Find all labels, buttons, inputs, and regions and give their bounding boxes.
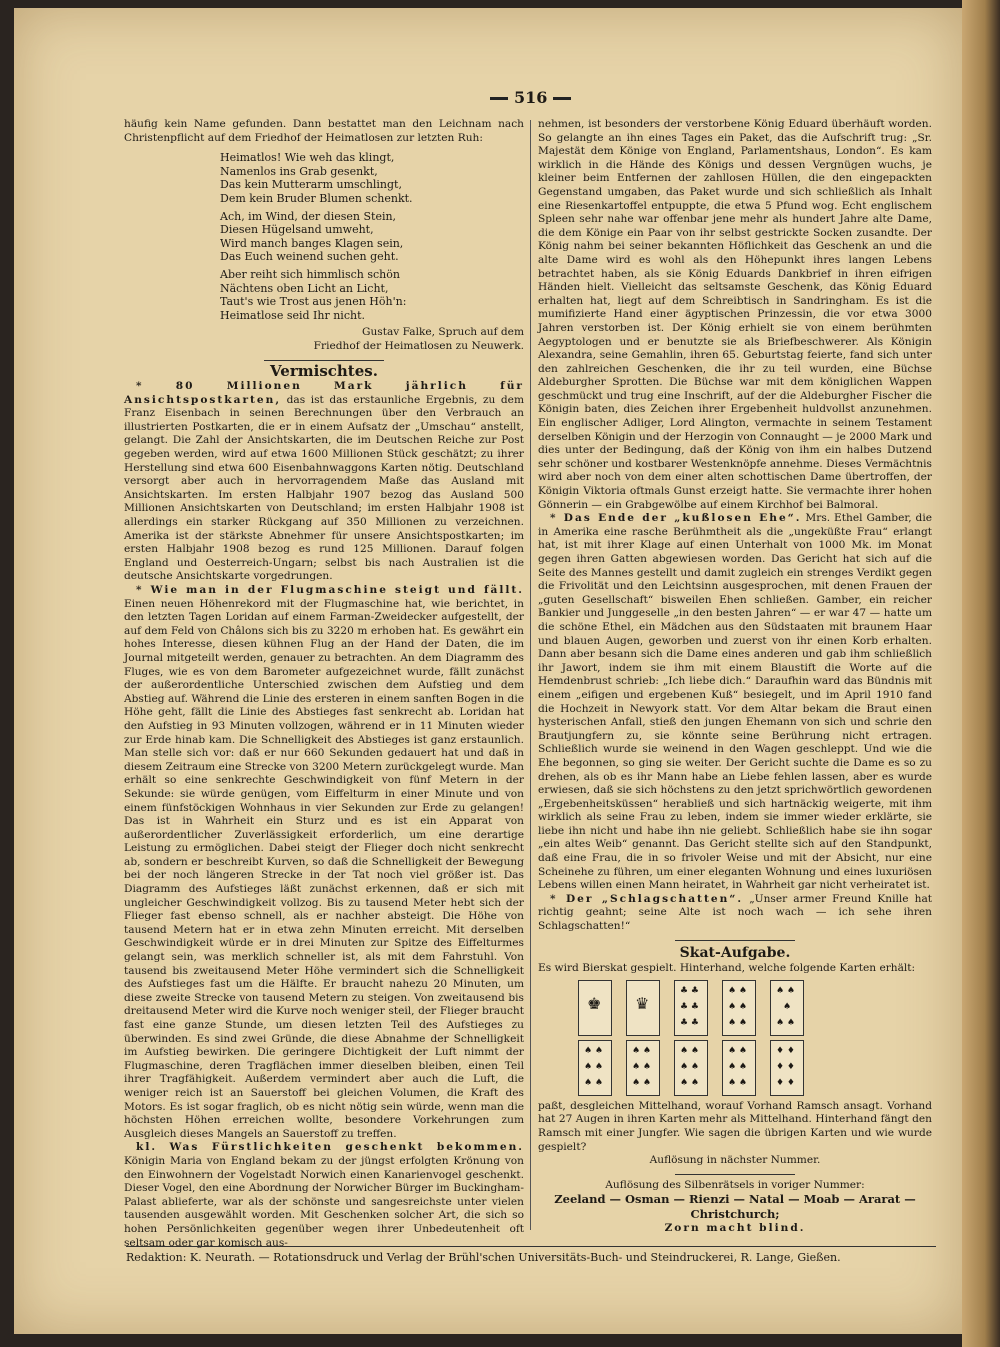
skat-note: Auflösung in nächster Nummer. bbox=[649, 1154, 821, 1167]
poem-stanza bbox=[220, 151, 524, 205]
article-body: „Unser armer Freund Knille hat richtig geahnt; seine Alte ist noch wach — ich sehe ihren Schlagschatten!“ bbox=[538, 892, 933, 933]
article-kissless bbox=[538, 512, 932, 893]
left-column bbox=[124, 118, 524, 1250]
playing-card-spades: ♠ ♠ ♠ ♠ ♠ ♠ bbox=[674, 1040, 708, 1096]
playing-card-diamonds: ♦ ♦ ♦ ♦ ♦ ♦ bbox=[770, 1040, 804, 1096]
skat-intro: Es wird Bierskat gespielt. Hinterhand, welche folgende Karten erhält: bbox=[538, 962, 916, 975]
skat-text: paßt, desgleichen Mittelhand, worauf Vorhand Ramsch ansagt. Vorhand hat 27 Augen in ihren Karten mehr als Mittelhand. Hinterhand fängt den Ramsch mit einer Jungfer. Wie sagen die übrigen Karten und wie wurde gespielt? bbox=[538, 1099, 932, 1153]
article-headline: * 80 Millionen Mark jährlich für Ansichtspostkarten, bbox=[124, 380, 524, 406]
playing-card-spades: ♠ ♠ ♠ ♠ ♠ ♠ bbox=[578, 1040, 612, 1096]
poem-line: Das kein Mutterarm umschlingt, bbox=[220, 178, 402, 192]
page-number: 516 bbox=[484, 88, 577, 107]
poem bbox=[220, 151, 524, 322]
poem-line: Diesen Hügelsand umweht, bbox=[220, 223, 374, 237]
poem-line: Dem kein Bruder Blumen schenkt. bbox=[220, 191, 413, 205]
solution-title: Auflösung des Silbenrätsels in voriger Nummer: bbox=[605, 1178, 865, 1191]
article-shadow bbox=[538, 893, 932, 934]
article-body: Einen neuen Höhenrekord mit der Flugmaschine hat, wie berichtet, in den letzten Tagen Loridan auf einem Farman-Zweidecker aufgestellt, der auf dem Feld von Châlons sich bis zu 3220 m erhoben hat. Es gewährt ein hohes Interesse, diesen kühnen Flug an der Hand der Daten, die im Journal mitgeteilt werden, genauer zu betrachten. An dem Diagramm des Fluges, wie es von dem Barometer aufgezeichnet wurde, fällt zunächst der außerordentliche Unterschied zwischen dem Aufstieg und dem Abstieg auf. Während die Linie des ersteren in einem sanften Bogen in die Höhe geht, fällt die Linie des Abstieges fast senkrecht ab. Loridan hat den Aufstieg in 93 Minuten vollzogen, während er in 11 Minuten wieder zur Erde hinab kam. Die Schnelligkeit des Abstieges ist ganz erstaunlich. Man stelle sich vor: daß er nur 660 Sekunden gedauert hat und daß in diesem Zeitraum eine Strecke von 3200 Metern zurückgelegt wurde. Man erhält so eine senkrechte Geschwindigkeit von fünf Metern in der Sekunde: sie würde genügen, vom Eiffelturm in einer Minute und von einem fünfstöckigen Wohnhaus in vier Sekunden zur Erde zu gelangen! Das ist in Wahrheit ein Sturz und es ist ein Apparat von außerordentlicher Zuverlässigkeit erforderlich, um eine derartige Leistung zu ermöglichen. Dabei steigt der Flieger doch nicht senkrecht ab, sondern er beschreibt Kurven, so daß die Schnelligkeit der Bewegung bei der noch längeren Strecke in der Tat noch viel größer ist. Das Diagramm des Aufstieges läßt zunächst erkennen, daß er sich mit ungleicher Geschwindigkeit vollzog. Bis zu tausend Meter hebt sich der Flieger fast ebenso schnell, als er nachher absteigt. Die Höhe von tausend Metern hat er in etwa zehn Minuten erreicht. Mit derselben Geschwindigkeit würde er in drei Minuten zur Spitze des Eiffelturmes gelangt sein, was merklich schneller ist, als mit dem Fahrstuhl. Von tausend bis zweitausend Meter Höhe vermindert sich die Schnelligkeit des Aufstieges fast um die Hälfte. Er braucht nahezu 20 Minuten, um diese zweite Strecke von tausend Metern zu steigen. Von zweitausend bis dreitausend Meter wird die Kurve noch weniger steil, der Flieger braucht fast eine ganze Stunde, um diesen letzten Teil des Aufstieges zu überwinden. Es sind zwei Gründe, die diese Abnahme der Schnelligkeit im Aufstieg bewirken. Die geringere Dichtigkeit der Luft nimmt der Flugmaschine, deren Tragflächen immer dieselben bleiben, einen Teil ihrer Tragfähigkeit. Außerdem vermindert aber auch die Luft, die weniger reich ist an Sauerstoff bei gleichen Volumen, die Kraft des Motors. Es ist sogar fraglich, ob es nicht nötig sein würde, wenn man die höchsten Höhen erreichen wollte, besondere Vorkehrungen zum Ausgleich dieses Mangels an Sauerstoff zu treffen. bbox=[124, 597, 524, 1140]
poem-line: Ach, im Wind, der diesen Stein, bbox=[220, 209, 397, 223]
article-body: Königin Maria von England bekam zu der jüngst erfolgten Krönung von den Einwohnern der Vogelstadt Norwich einen Kanarienvogel geschenkt. Dieser Vogel, den eine Abordnung der Norwicher Bürger im Buckingham-Palast ablieferte, war als der schönste und sangesreichste unter vielen tausenden ausgewählt worden. Mit Geschenken solcher Art, die sich so hohen Persönlichkeiten gegenüber wegen ihrer Unbedeutenheit oft seltsam oder gar komisch aus- bbox=[124, 1154, 524, 1249]
imprint-footer: Redaktion: K. Neurath. — Rotationsdruck und Verlag der Brühl'schen Universitäts-Buch- und Steindruckerei, R. Lange, Gießen. bbox=[126, 1246, 936, 1264]
poem-line: Aber reiht sich himmlisch schön bbox=[220, 267, 400, 281]
section-divider bbox=[264, 360, 384, 361]
article-headline: * Der „Schlagschatten“. bbox=[550, 892, 744, 905]
playing-card-face: ♚ bbox=[578, 980, 612, 1036]
playing-card-spades: ♠ ♠ ♠ ♠ ♠ bbox=[770, 980, 804, 1036]
card-row-1 bbox=[578, 980, 932, 1036]
article-headline: kl. Was Fürstlichkeiten geschenkt bekommen. bbox=[136, 1141, 524, 1154]
skat-title: Skat-Aufgabe. bbox=[679, 944, 791, 961]
poem-stanza bbox=[220, 210, 524, 264]
poem-line: Heimatlose seid Ihr nicht. bbox=[220, 308, 365, 322]
section-divider bbox=[675, 940, 795, 941]
poem-line: Namenlos ins Grab gesenkt, bbox=[220, 164, 378, 178]
section-divider bbox=[675, 1174, 795, 1175]
article-headline: * Das Ende der „kußlosen Ehe“. bbox=[550, 512, 802, 525]
intro-text: häufig kein Name gefunden. Dann bestattet man den Leichnam nach Christenpflicht auf dem Friedhof der Heimatlosen zur letzten Ruh: bbox=[124, 118, 524, 144]
poem-line: Heimatlos! Wie weh das klingt, bbox=[220, 151, 395, 165]
newspaper-page bbox=[14, 8, 962, 1334]
right-column bbox=[538, 118, 932, 1236]
playing-card-spades: ♠ ♠ ♠ ♠ ♠ ♠ bbox=[722, 1040, 756, 1096]
poem-line: Taut's wie Trost aus jenen Höh'n: bbox=[220, 295, 407, 309]
playing-card-spades: ♠ ♠ ♠ ♠ ♠ ♠ bbox=[722, 980, 756, 1036]
article-body: das ist das erstaunliche Ergebnis, zu dem Franz Eisenbach in seinen Berechnungen über den Verbrauch an illustrierten Postkarten, die er in einem Aufsatz der „Umschau“ anstellt, gelangt. Die Zahl der Ansichtskarten, die im Deutschen Reiche zur Post gegeben werden, wird auf etwa 1600 Millionen Stück geschätzt; zu ihrer Herstellung sind etwa 600 Eisenbahnwaggons Karten nötig. Deutschland versorgt aber auch in hervorragendem Maße das Ausland mit Ansichtskarten. Im ersten Halbjahr 1907 bezog das Ausland 500 Millionen Ansichtskarten von Deutschland; im ersten Halbjahr 1908 ist allerdings ein starker Rückgang auf 350 Millionen zu verzeichnen. Amerika ist der stärkste Abnehmer für unsere Ansichtspostkarten; im ersten Halbjahr 1908 bezog es rund 125 Millionen. Darauf folgen England und Oesterreich-Ungarn; selbst bis nach Australien ist die deutsche Ansichtskarte vorgedrungen. bbox=[124, 393, 524, 583]
article-body: Mrs. Ethel Gamber, die in Amerika eine rasche Berühmtheit als die „ungeküßte Frau“ erlangt hat, ist mit ihrer Klage auf einen Unterhalt von 1000 Mk. im Monat gegen ihren Gatten abgewiesen worden. Das Gericht hat sich auf die Seite des Mannes gestellt und damit zugleich ein strenges Verdikt gegen die Frivolität und den Leichtsinn ausgesprochen, mit denen Frauen der „guten Gesellschaft“ bisweilen Ehen schließen. Gamber, ein reicher Bankier und Junggeselle „in den besten Jahren“ — er war 47 — hatte um die schöne Ethel, ein Mädchen aus den Südstaaten mit braunem Haar und blauen Augen, geworben und zuerst von ihr einen Korb erhalten. Dann aber besann sich die Dame eines anderen und gab ihm schließlich ihr Jawort, indem sie ihm mit einem Blaustift die Worte auf die Hemdenbrust schrieb: „Ich liebe dich.“ Daraufhin ward das Bündnis mit einem „eifigen und ergebenen Kuß“ besiegelt, und im April 1910 fand die Hochzeit in Newyork statt. Vor dem Altar bekam die Braut einen hysterischen Anfall, stieß den jungen Ehemann von sich und schrie den Brautjungfern zu, sie könnte seine Berührung nicht ertragen. Schließlich wurde sie weinend in den Wagen geschleppt. Und wie die Ehe begonnen, so ging sie weiter. Der Gericht suchte die Dame es so zu drehen, als ob es ihr Mann habe an Liebe fehlen lassen, aber es wurde erwiesen, daß sie sich höchstens zu den jetzt sprichwörtlich gewordenen „Ergebenheitsküssen“ herabließ und sich hartnäckig weigerte, mit ihm wirklich als seine Frau zu leben, indem sie immer wieder erklärte, sie liebe ihn nicht und habe ihn nie geliebt. Schließlich habe sie ihn sogar „ein altes Weib“ genannt. Das Gericht stellte sich auf den Standpunkt, daß eine Frau, die in so frivoler Weise und mit der Absicht, nur eine Scheinehe zu führen, um einer eleganten Wohnung und eines luxuriösen Lebens willen einen Mann heiratet, in Wahrheit gar nicht verheiratet ist. bbox=[538, 512, 932, 892]
poem-line: Nächtens oben Licht an Licht, bbox=[220, 281, 389, 295]
article-postcards bbox=[124, 380, 524, 584]
playing-card-clubs: ♣ ♣ ♣ ♣ ♣ ♣ bbox=[674, 980, 708, 1036]
playing-card-face: ♛ bbox=[626, 980, 660, 1036]
section-title: Vermischtes. bbox=[270, 361, 378, 380]
page-edge bbox=[962, 0, 1000, 1347]
column-divider bbox=[530, 120, 531, 1230]
poem-stanza bbox=[220, 268, 524, 322]
poem-line: Das Euch weinend suchen geht. bbox=[220, 250, 399, 264]
article-royals-cont: nehmen, ist besonders der verstorbene König Eduard überhäuft worden. So gelangte an ihn eines Tages ein Paket, das die Aufschrift trug: „Sr. Majestät dem Könige von England, Parlamentshaus, London“. Es kam wirklich in die Hände des Königs und dessen Vergnügen wuchs, je kleiner beim Entfernen der zahllosen Hüllen, die den eingepackten Gegenstand umgaben, das Paket wurde und sich schließlich als Inhalt eine Riesenkartoffel entpuppte, die etwa 5 Pfund wog. Echt englischem Spleen sehr nahe war offenbar jene mehr als hundert Jahre alte Dame, die dem Könige ein Paar von ihr selbst gestrickte Socken zusandte. Der König nahm bei seiner bekannten Höflichkeit das Geschenk an und die alte Dame wird es wohl als den Höhepunkt ihres langen Lebens betrachtet haben, als sie König Eduards Dankbrief in ihren eifrigen Händen hielt. Vielleicht das seltsamste Geschenk, das König Eduard erhalten hat, liegt auf dem Schreibtisch in Sandringham. Es ist die mumifizierte Hand einer ägyptischen Prinzessin, die vor etwa 3000 Jahren verstorben ist. Der König erhielt sie von einem berühmten Aegyptologen und er benutzte sie als Briefbeschwerer. Als Königin Alexandra, seine Gemahlin, ihren 65. Geburtstag feierte, fand sich unter den zahlreichen Geschenken, die ihr zu teil wurden, eine Büchse Aldeburgher Sprotten. Die Büchse war mit dem königlichen Wappen geschmückt und trug eine Inschrift, auf der die Aldeburgher Fischer die Königin baten, dies Zeichen ihrer Ergebenheit huldvollst anzunehmen. Ein englischer Adliger, Lord Alington, vermachte in seinem Testament derselben Königin und der Herzogin von Connaught — je 2000 Mark und dies unter der Bedingung, daß der König von ihm ein halbes Dutzend sehr schöner und kostbarer Westenknöpfe annehme. Dieses Vermächtnis wird aber noch von dem einer alten schottischen Dame übertroffen, der Königin Viktoria oftmals Gunst erzeigt hatte. Sie vermachte ihrer hohen Gönnerin — ein Grabgewölbe auf einem Kirchhof bei Balmoral. bbox=[538, 118, 932, 511]
solution-motto: Zorn macht blind. bbox=[664, 1222, 806, 1235]
poem-attribution: Gustav Falke, Spruch auf dem bbox=[362, 326, 524, 339]
article-headline: * Wie man in der Flugmaschine steigt und fällt. bbox=[136, 584, 524, 596]
poem-attribution-line2: Friedhof der Heimatlosen zu Neuwerk. bbox=[313, 339, 524, 352]
solution-line: Zeeland — Osman — Rienzi — Natal — Moab — Ararat — Christchurch; bbox=[554, 1192, 916, 1222]
card-row-2 bbox=[578, 1040, 932, 1096]
playing-card-spades: ♠ ♠ ♠ ♠ ♠ ♠ bbox=[626, 1040, 660, 1096]
article-flight bbox=[124, 584, 524, 1141]
article-royals bbox=[124, 1141, 524, 1250]
poem-line: Wird manch banges Klagen sein, bbox=[220, 236, 404, 250]
